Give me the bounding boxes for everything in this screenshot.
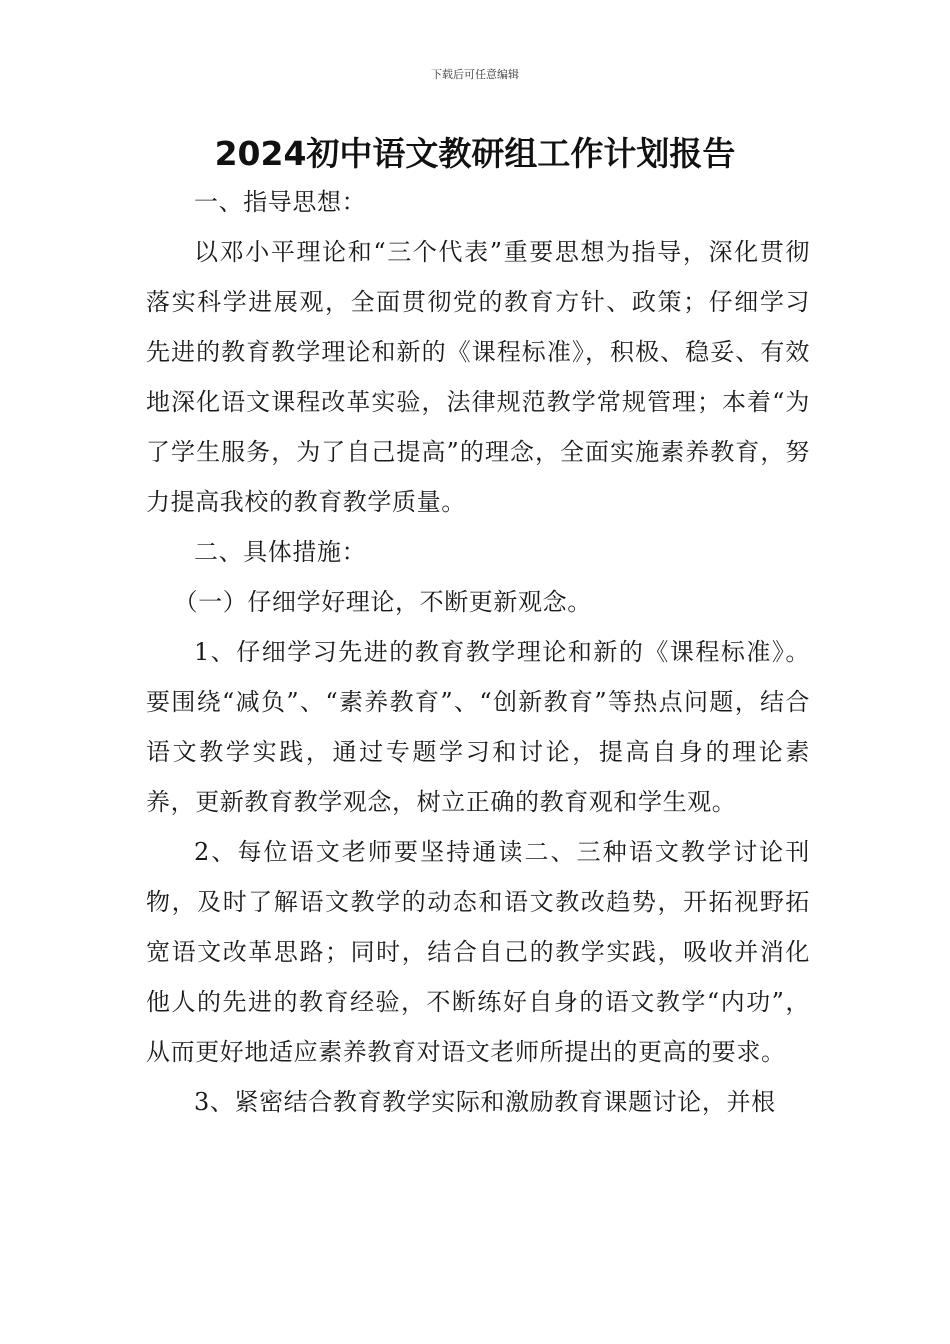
section-heading-guiding-thought: 一、指导思想： xyxy=(194,188,367,216)
paragraph-guiding-thought: 以邓小平理论和“三个代表”重要思想为指导，深化贯彻落实科学进展观，全面贯彻党的教育方针、政策；仔细学习先进的教育教学理论和新的《课程标准》，积极、稳妥、有效地深化语文课程改革实验，法律规范教学常规管理；本着“为了学生服务，为了自己提高”的理念，全面实施素养教育，努力提高我校的教育教学质量。 xyxy=(146,238,810,516)
document-title: 2024初中语文教研组工作计划报告 xyxy=(214,134,736,173)
document-body xyxy=(146,177,810,1127)
section-heading-specific-measures: 二、具体措施： xyxy=(194,538,367,566)
paragraph-item-3: 3、紧密结合教育教学实际和激励教育课题讨论，并根 xyxy=(194,1088,776,1116)
paragraph-item-2: 2、每位语文老师要坚持通读二、三种语文教学讨论刊物，及时了解语文教学的动态和语文教改趋势，开拓视野拓宽语文改革思路；同时，结合自己的教学实践，吸收并消化他人的先进的教育经验，不断练好自身的语文教学“内功”，从而更好地适应素养教育对语文老师所提出的更高的要求。 xyxy=(146,838,810,1066)
paragraph-item-1: 1、仔细学习先进的教育教学理论和新的《课程标准》。要围绕“减负”、“素养教育”、“创新教育”等热点问题，结合语文教学实践，通过专题学习和讨论，提高自身的理论素养，更新教育教学观念，树立正确的教育观和学生观。 xyxy=(146,638,810,816)
header-note: 下载后可任意编辑 xyxy=(431,68,519,81)
subsection-heading-theory: （一）仔细学好理论，不断更新观念。 xyxy=(173,588,592,616)
